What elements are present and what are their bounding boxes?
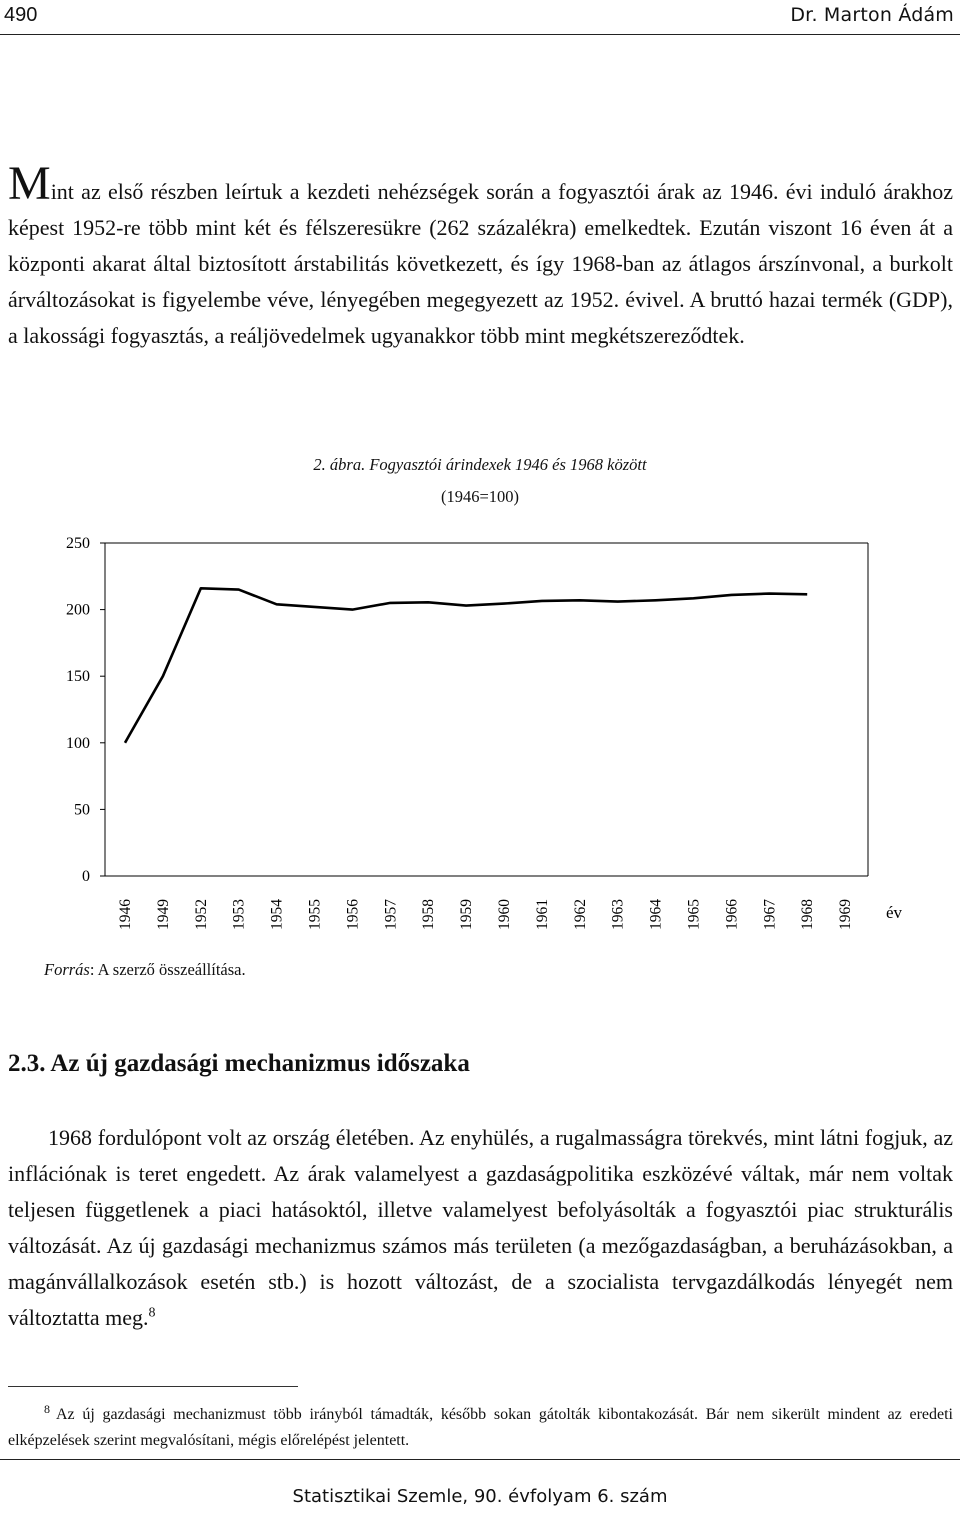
x-tick-label: 1962 — [571, 899, 589, 930]
figure-source — [44, 960, 246, 980]
footnote-number: 8 — [44, 1402, 50, 1416]
x-tick-label: 1959 — [458, 899, 476, 930]
x-tick-label: 1965 — [685, 899, 703, 930]
x-tick-label: 1964 — [647, 899, 665, 930]
footer-divider — [0, 1459, 960, 1460]
page-number: 490 — [4, 4, 38, 26]
x-tick-label: 1956 — [344, 899, 362, 930]
source-text: : A szerző összeállítása. — [89, 960, 246, 979]
page-header — [0, 0, 960, 35]
figure-subtitle: (1946=100) — [440, 487, 520, 506]
series-line — [125, 588, 807, 743]
y-tick-label: 150 — [66, 668, 90, 686]
x-tick-label: 1952 — [192, 899, 210, 930]
price-index-chart — [0, 520, 960, 950]
footnote-divider — [8, 1386, 298, 1387]
x-tick-label: 1963 — [609, 899, 627, 930]
intro-text: int az első részben leírtuk a kezdeti nehézségek során a fogyasztói árak az 1946. évi induló árakhoz képest 1952-re több mint két és félszeresükre (262 százalékra) emelkedtek. Ezután viszont 16 éven át a központi akarat által biztosított árstabilitás következett, és így 1968-ban az átlagos árszínvonal, a burkolt árváltozásokat is figyelembe véve, lényegében megegyezett az 1952. évivel. A bruttó hazai termék (GDP), a lakossági fogyasztás, a reáljövedelmek ugyanakkor több mint megkétszereződtek. — [8, 179, 953, 348]
y-tick-label: 0 — [82, 868, 90, 885]
body-paragraph — [8, 1120, 953, 1336]
x-axis-title: év — [886, 903, 903, 922]
running-author: Dr. Marton Ádám — [790, 4, 954, 26]
footnote-reference: 8 — [148, 1305, 156, 1321]
x-tick-label: 1957 — [382, 899, 400, 930]
x-tick-label: 1946 — [117, 899, 134, 930]
x-tick-label: 1960 — [496, 899, 513, 930]
intro-paragraph — [8, 157, 953, 354]
y-tick-label: 250 — [66, 535, 90, 552]
x-tick-label: 1955 — [306, 899, 324, 930]
body-text: 1968 fordulópont volt az ország életében. Az enyhülés, a rugalmasságra törekvés, mint látni fogjuk, az inflációnak is teret engedett. Az árak valamelyest a gazdaságpolitika eszközévé váltak, már nem voltak teljesen függetlenek a piaci hatásoktól, illetve valamelyest befolyásolták a fogyasztói piac strukturális változását. Az új gazdasági mechanizmus számos más területen (a mezőgazdaságban, a beruházásokban, a magánvállalkozások esetén stb.) is hozott változást, de a szocialista tervgazdálkodás lényegét nem változtatta meg. — [8, 1125, 953, 1330]
x-tick-label: 1968 — [799, 899, 817, 930]
x-tick-label: 1967 — [761, 899, 779, 930]
x-tick-label: 1961 — [533, 899, 551, 930]
x-tick-label: 1969 — [837, 899, 855, 930]
source-label: Forrás — [44, 960, 90, 979]
y-tick-label: 200 — [66, 601, 90, 619]
x-tick-label: 1958 — [420, 899, 438, 930]
journal-footer: Statisztikai Szemle, 90. évfolyam 6. szám — [292, 1486, 668, 1507]
x-tick-label: 1954 — [268, 899, 286, 930]
x-axis-ticks — [117, 899, 854, 930]
y-axis-ticks — [66, 535, 105, 885]
drop-cap: M — [8, 157, 51, 210]
footnote-text: Az új gazdasági mechanizmust több irányból támadták, később sokan gátolták kibontakozását. Bár nem sikerült mindent az eredeti elképzelések szerint megvalósítani, mégis előrelépést jelentett. — [8, 1406, 953, 1449]
y-tick-label: 50 — [74, 801, 90, 819]
y-tick-label: 100 — [66, 734, 90, 752]
section-heading: 2.3. Az új gazdasági mechanizmus időszaka — [8, 1050, 470, 1077]
x-tick-label: 1966 — [723, 899, 741, 930]
x-tick-label: 1949 — [154, 899, 172, 930]
footnote — [8, 1396, 953, 1454]
figure-title: 2. ábra. Fogyasztói árindexek 1946 és 1968 között — [313, 455, 647, 474]
x-tick-label: 1953 — [230, 899, 248, 930]
